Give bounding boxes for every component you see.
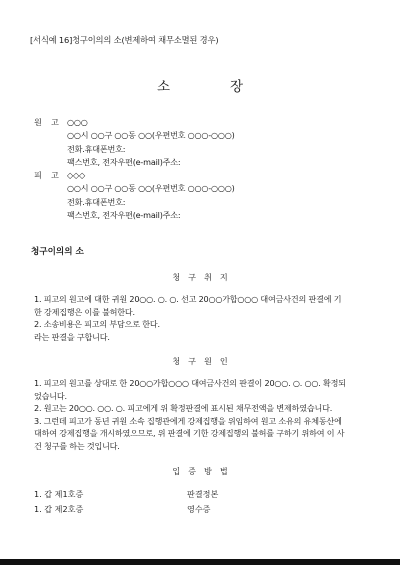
evidence-heading: [0, 466, 400, 477]
claim-purpose-body: [34, 293, 378, 343]
heading-char: 원: [204, 356, 212, 366]
defendant-phone: 전화.휴대폰번호:: [67, 197, 126, 207]
heading-char: 청: [172, 356, 181, 366]
defendant-name: ◇◇◇: [67, 170, 86, 180]
heading-char: 지: [219, 272, 228, 282]
plaintiff-name: ○○○: [67, 117, 88, 127]
claim-cause-heading: [0, 356, 400, 367]
role-char: 피: [34, 170, 42, 180]
evidence-item-desc: 판결정본: [187, 489, 219, 499]
heading-char: 인: [219, 356, 228, 366]
text-line: 1. 피고의 원고에 대한 귀원 20○○. ○. ○. 선고 20○○가합○○○ 대여금사건의 판결에 기: [34, 294, 342, 304]
text-line: 2. 원고는 20○○. ○○. ○. 피고에게 위 확정판결에 표시된 채무전액을 변제하였습니다.: [34, 403, 333, 414]
plaintiff-role: [34, 117, 68, 128]
heading-char: 취: [204, 272, 212, 282]
evidence-item-label: 1. 갑 제1호증: [34, 489, 84, 499]
heading-char: 청: [172, 272, 181, 282]
plaintiff-fax-email: 팩스번호, 전자우편(e-mail)주소:: [67, 157, 181, 167]
heading-char: 입: [172, 466, 181, 476]
heading-char: 구: [188, 356, 196, 366]
section-title: 청구이의의 소: [31, 247, 84, 257]
text-line: 었습니다.: [34, 390, 67, 401]
heading-char: 구: [188, 272, 196, 282]
heading-char: 법: [219, 466, 228, 476]
defendant-role: [34, 170, 68, 181]
title-char: 장: [230, 79, 244, 95]
evidence-item-label: 1. 갑 제2호증: [34, 504, 84, 514]
text-line: 한 강제집행은 이를 불허한다.: [34, 306, 135, 317]
claim-purpose-heading: [0, 272, 400, 283]
plaintiff-phone: 전화.휴대폰번호:: [67, 144, 126, 154]
role-char: 고: [51, 117, 59, 127]
text-line: 1. 피고의 원고를 상대로 한 20○○가합○○○ 대여금사건의 판결이 20○○. ○. ○○. 확정되: [34, 378, 346, 388]
plaintiff-address: ○○시 ○○구 ○○동 ○○(우편번호 ○○○-○○○): [67, 130, 235, 140]
text-line: 3. 그런데 피고가 동년 귀원 소속 집행관에게 강제집행을 위임하여 원고 소유의 유체동산에: [34, 415, 342, 426]
title-char: 소: [156, 79, 170, 95]
heading-char: 방: [204, 466, 212, 476]
role-char: 고: [51, 170, 59, 180]
role-char: 원: [34, 117, 42, 127]
evidence-item-desc: 영수증: [187, 504, 211, 514]
document-title: [0, 75, 400, 95]
heading-char: 증: [188, 466, 196, 476]
text-line: 라는 판결을 구합니다.: [34, 331, 110, 342]
form-label: [서식예 16]청구이의의 소(변제하여 채무소멸된 경우): [30, 35, 219, 45]
claim-cause-body: [34, 377, 378, 453]
bottom-border: [0, 559, 400, 565]
text-line: 대하여 강제집행을 개시하였으므로, 위 판결에 기한 강제집행의 불허를 구하기 위하여 이 사: [34, 428, 345, 439]
text-line: 건 청구를 하는 것입니다.: [34, 440, 120, 451]
defendant-fax-email: 팩스번호, 전자우편(e-mail)주소:: [67, 210, 181, 220]
text-line: 2. 소송비용은 피고의 부담으로 한다.: [34, 319, 160, 330]
defendant-address: ○○시 ○○구 ○○동 ○○(우편번호 ○○○-○○○): [67, 183, 235, 193]
